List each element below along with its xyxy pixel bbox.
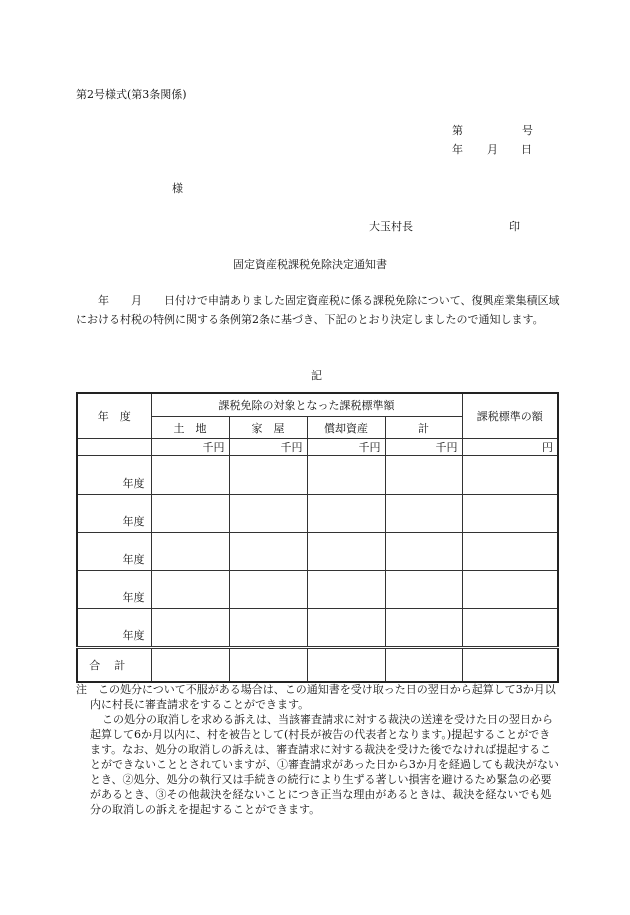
- total-building: [229, 648, 307, 683]
- cell-total: [385, 571, 462, 609]
- total-depreciable: [307, 648, 385, 683]
- unit-total: 千円: [385, 439, 462, 456]
- total-label: 合計: [77, 648, 151, 683]
- header-year: 年 度: [77, 393, 151, 439]
- cell-total: [385, 533, 462, 571]
- cell-building: [229, 495, 307, 533]
- document-title: 固定資産税課税免除決定通知書: [233, 258, 387, 271]
- year-cell: 年度: [77, 495, 151, 533]
- cell-depreciable: [307, 571, 385, 609]
- total-land: [151, 648, 229, 683]
- note-appeal: 注 この処分について不服がある場合は、この通知書を受け取った日の翌日から起算して3か月以内に村長に審査請求をすることができます。: [76, 683, 556, 711]
- ki-heading: 記: [311, 369, 322, 382]
- document-number-prefix: 第: [452, 124, 463, 137]
- cell-land: [151, 571, 229, 609]
- year-cell: 年度: [77, 571, 151, 609]
- table-row: [77, 495, 558, 533]
- cell-total: [385, 495, 462, 533]
- cell-standard: [462, 456, 558, 495]
- issuer-seal: 印: [509, 220, 520, 233]
- year-cell: 年度: [77, 456, 151, 495]
- cell-depreciable: [307, 533, 385, 571]
- table-row: [77, 609, 558, 648]
- cell-standard: [462, 571, 558, 609]
- cell-land: [151, 533, 229, 571]
- cell-depreciable: [307, 456, 385, 495]
- date-month: 月: [487, 143, 498, 156]
- unit-land: 千円: [151, 439, 229, 456]
- body-paragraph: 年 月 日付けで申請ありました固定資産税に係る課税免除について、復興産業集積区域における村税の特例に関する条例第2条に基づき、下記のとおり決定しましたので通知します。: [76, 294, 560, 326]
- total-standard: [462, 648, 558, 683]
- document-number-suffix: 号: [522, 124, 533, 137]
- table-row: [77, 533, 558, 571]
- cell-standard: [462, 609, 558, 648]
- note-lawsuit: この処分の取消しを求める訴えは、当該審査請求に対する裁決の送達を受けた日の翌日から起算して6か月以内に、村を被告として(村長が被告の代表者となります。)提起することができます。なお、処分の取消しの訴えは、審査請求に対する裁決を受けた後でなければ提起することができないこととされていますが、①審査請求があった日から3か月を経過しても裁決がないとき、②処分、処分の執行又は手続きの続行により生ずる著しい損害を避けるため緊急の必要があるとき、③その他裁決を経ないことにつき正当な理由があるときは、裁決を経ないでも処分の取消しの訴えを提起することができます。: [90, 713, 559, 816]
- header-building: 家 屋: [229, 417, 307, 439]
- unit-standard: 円: [462, 439, 558, 456]
- header-depreciable-assets: 償却資産: [307, 417, 385, 439]
- cell-building: [229, 609, 307, 648]
- table-row: [77, 571, 558, 609]
- cell-building: [229, 456, 307, 495]
- cell-building: [229, 571, 307, 609]
- cell-land: [151, 609, 229, 648]
- cell-depreciable: [307, 609, 385, 648]
- header-land: 土 地: [151, 417, 229, 439]
- date-year: 年: [452, 143, 463, 156]
- header-tax-standard: 課税標準の額: [462, 393, 558, 439]
- table-total-row: [77, 648, 558, 683]
- form-number: 第2号様式(第3条関係): [76, 88, 187, 101]
- header-total: 計: [385, 417, 462, 439]
- cell-total: [385, 609, 462, 648]
- year-cell: 年度: [77, 533, 151, 571]
- addressee-honorific: 様: [172, 182, 183, 195]
- tax-exemption-table: [76, 392, 559, 683]
- cell-standard: [462, 533, 558, 571]
- notes-section: [76, 682, 560, 817]
- cell-depreciable: [307, 495, 385, 533]
- date-day: 日: [521, 143, 532, 156]
- issuer-name: 大玉村長: [369, 220, 413, 233]
- unit-building: 千円: [229, 439, 307, 456]
- cell-total: [385, 456, 462, 495]
- cell-standard: [462, 495, 558, 533]
- year-cell: 年度: [77, 609, 151, 648]
- cell-building: [229, 533, 307, 571]
- total-total: [385, 648, 462, 683]
- cell-land: [151, 456, 229, 495]
- unit-cell-blank: [77, 439, 151, 456]
- header-exempt-standard: 課税免除の対象となった課税標準額: [151, 393, 462, 417]
- cell-land: [151, 495, 229, 533]
- unit-depreciable: 千円: [307, 439, 385, 456]
- table-row: [77, 456, 558, 495]
